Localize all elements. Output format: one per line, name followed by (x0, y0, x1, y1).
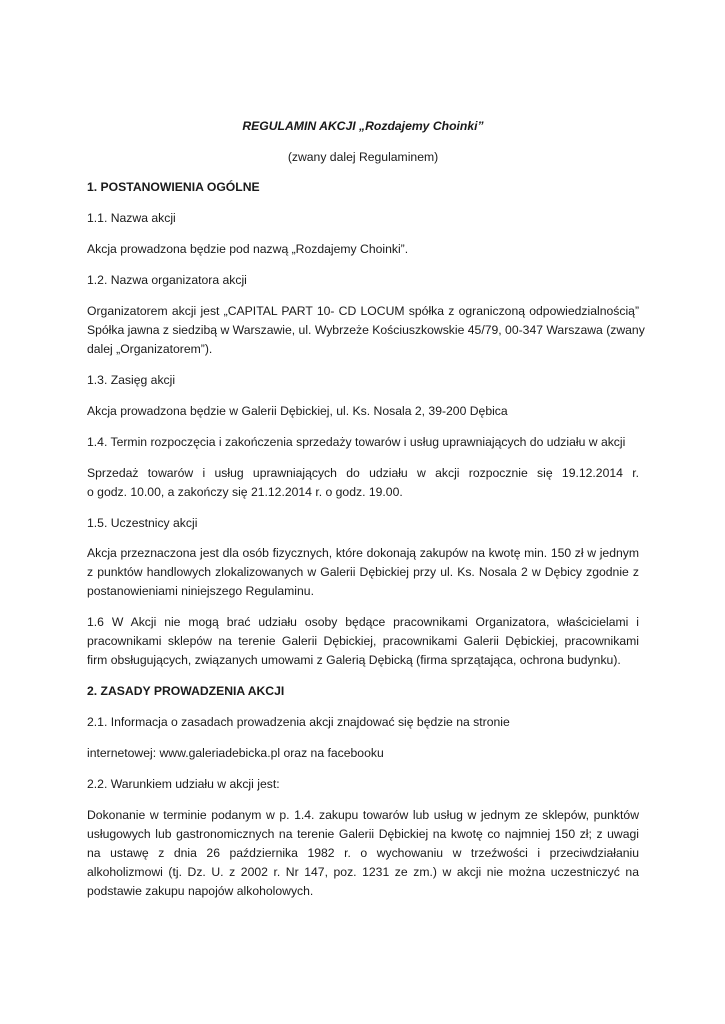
document-subtitle: (zwany dalej Regulaminem) (287, 150, 439, 164)
subsection-1-6-line: firm obsługujących, związanych umowami z Galerią Dębicką (firma sprzątająca, ochrona budynku). (87, 653, 621, 667)
subsection-1-2-line: Organizatorem akcji jest „CAPITAL PART 10- CD LOCUM spółka z ograniczoną odpowiedzialnością” (87, 304, 639, 318)
subsection-1-6-line: pracownikami sklepów na terenie Galerii Dębickiej, pracownikami Galerii Dębickiej, pracownikami (87, 634, 639, 648)
subsection-2-1-line: 2.1. Informacja o zasadach prowadzenia akcji znajdować się będzie na stronie (87, 715, 510, 729)
subsection-1-5-line: Akcja przeznaczona jest dla osób fizycznych, które dokonają zakupów na kwotę min. 150 zł w jednym (87, 546, 639, 560)
subsection-1-1-text: Akcja prowadzona będzie pod nazwą „Rozdajemy Choinki”. (87, 242, 409, 256)
subsection-1-2-line: Spółka jawna z siedzibą w Warszawie, ul. Wybrzeże Kościuszkowskie 45/79, 00-347 Warszawa (zwany (87, 323, 645, 337)
subsection-1-6-line: 1.6 W Akcji nie mogą brać udziału osoby będące pracownikami Organizatora, właścicielami i (87, 615, 639, 629)
document-page (87, 0, 645, 1024)
subsection-2-2-line: Dokonanie w terminie podanym w p. 1.4. zakupu towarów lub usług w jednym ze sklepów, punktów (87, 808, 639, 822)
subsection-1-3-heading: 1.3. Zasięg akcji (87, 373, 176, 387)
subsection-2-2-line: usługowych lub gastronomicznych na terenie Galerii Dębickiej na kwotę co najmniej 150 zł; z uwagi (87, 827, 639, 841)
subsection-1-4-line: o godz. 10.00, a zakończy się 21.12.2014 r. o godz. 19.00. (87, 485, 403, 499)
subsection-1-2-line: dalej „Organizatorem”). (87, 342, 213, 356)
subsection-1-5-heading: 1.5. Uczestnicy akcji (87, 516, 198, 530)
subsection-1-5-line: z punktów handlowych zlokalizowanych w Galerii Dębickiej przy ul. Ks. Nosala 2 w Dębicy zgodnie z (87, 565, 639, 579)
subsection-2-2-line: na ustawę z dnia 26 października 1982 r. o wychowaniu w trzeźwości i przeciwdziałaniu (87, 846, 639, 860)
subsection-1-4-heading: 1.4. Termin rozpoczęcia i zakończenia sprzedaży towarów i usług uprawniających do udziału w akcji (87, 435, 626, 449)
subsection-2-2-line: podstawie zakupu napojów alkoholowych. (87, 884, 314, 898)
subsection-2-1-line: internetowej: www.galeriadebicka.pl oraz na facebooku (87, 746, 384, 760)
subsection-1-5-line: postanowieniami niniejszego Regulaminu. (87, 584, 314, 598)
subsection-1-3-text: Akcja prowadzona będzie w Galerii Dębickiej, ul. Ks. Nosala 2, 39-200 Dębica (87, 404, 508, 418)
subsection-2-2-line: alkoholizmowi (tj. Dz. U. z 2002 r. Nr 147, poz. 1231 ze zm.) w akcji nie można uczestniczyć na (87, 865, 639, 879)
subsection-2-2-heading: 2.2. Warunkiem udziału w akcji jest: (87, 777, 280, 791)
section-1-heading: 1. POSTANOWIENIA OGÓLNE (87, 180, 260, 194)
subsection-1-4-line: Sprzedaż towarów i usług uprawniających do udziału w akcji rozpocznie się 19.12.2014 r. (87, 466, 639, 480)
subsection-1-2-heading: 1.2. Nazwa organizatora akcji (87, 273, 247, 287)
section-2-heading: 2. ZASADY PROWADZENIA AKCJI (87, 684, 285, 698)
document-title: REGULAMIN AKCJI „Rozdajemy Choinki” (242, 119, 484, 133)
subsection-1-1-heading: 1.1. Nazwa akcji (87, 211, 176, 225)
